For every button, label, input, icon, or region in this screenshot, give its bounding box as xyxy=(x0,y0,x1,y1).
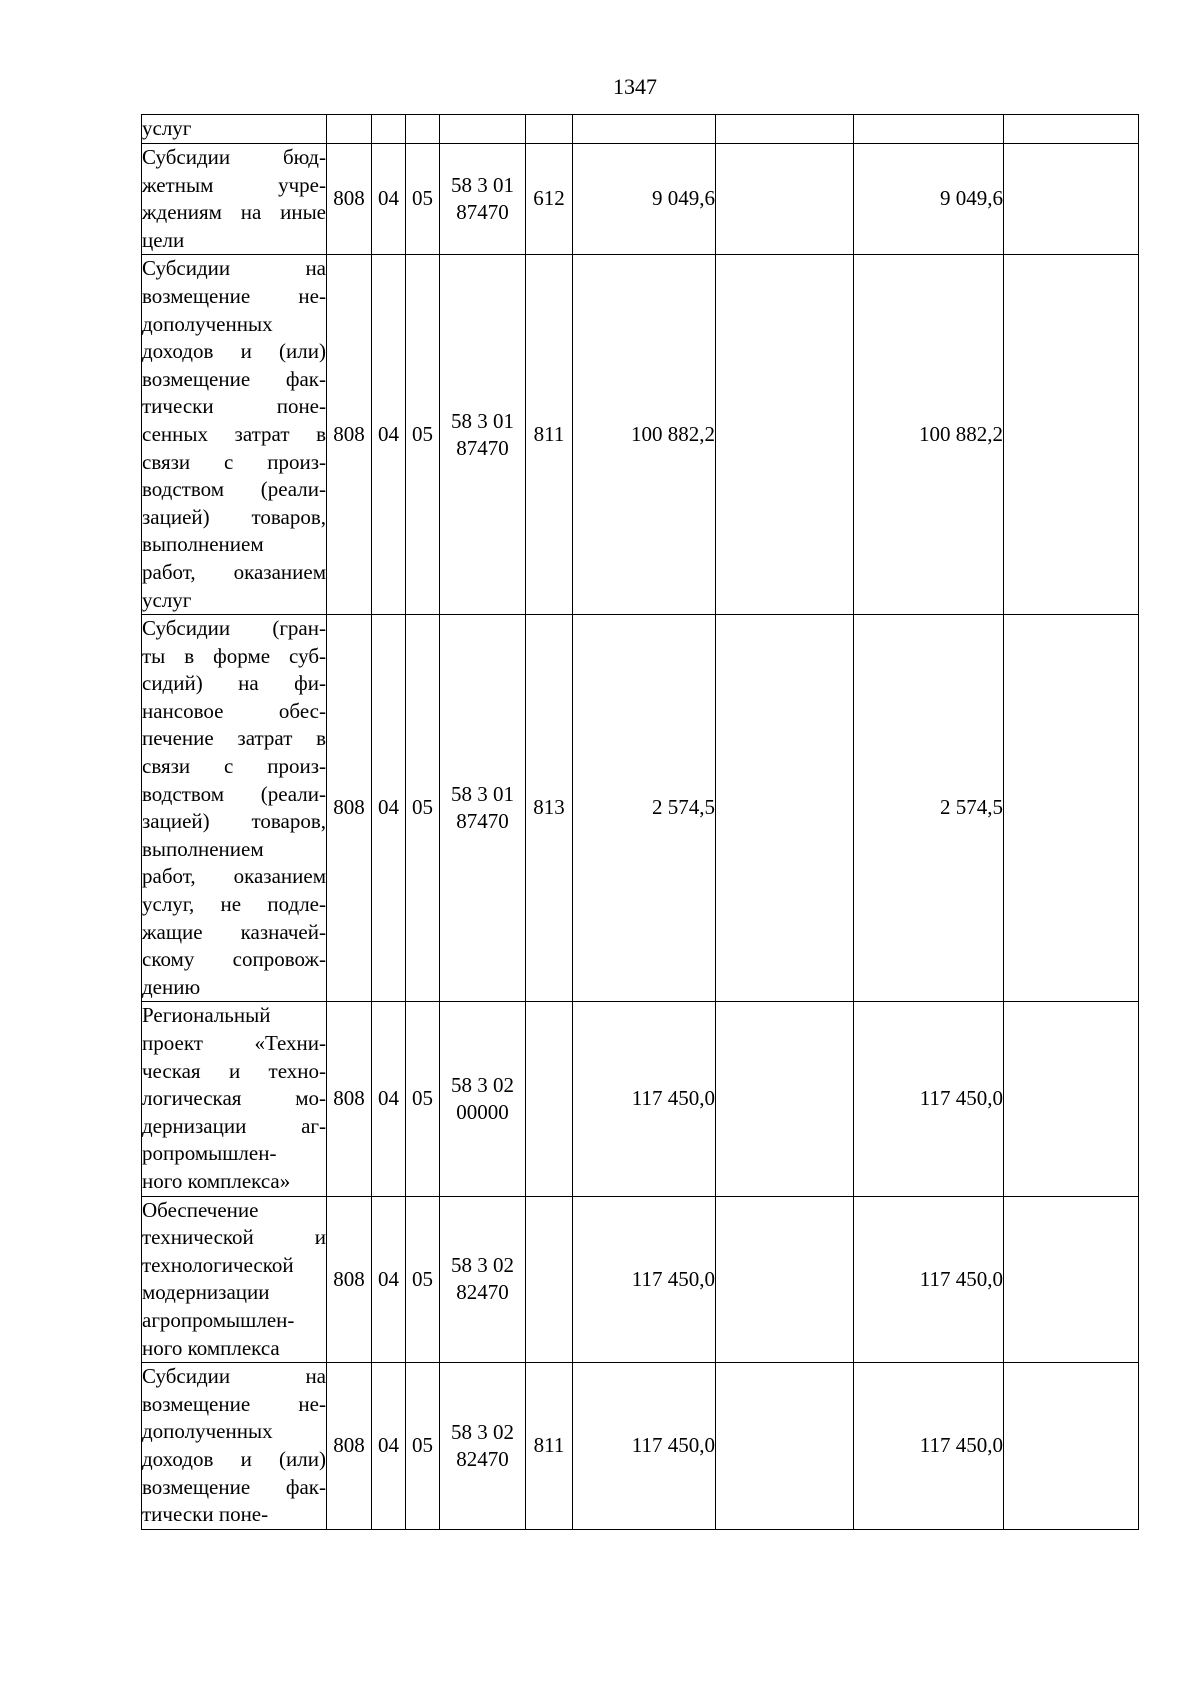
row-name-line: цели xyxy=(142,227,185,252)
row-name-line: возмещение не- xyxy=(142,1391,326,1416)
row-name-line: дению xyxy=(142,974,201,999)
subsection-code: 05 xyxy=(406,615,440,1002)
target-article-code-line: 00000 xyxy=(456,1099,509,1124)
row-name-line: Региональный xyxy=(142,1003,271,1028)
row-name-line: ждениям на иные xyxy=(142,200,326,225)
amount-column-b xyxy=(716,615,854,1002)
target-article-code-line: 58 3 02 xyxy=(451,1419,514,1444)
ved-code: 808 xyxy=(327,1363,372,1530)
section-code: 04 xyxy=(372,1002,406,1196)
amount-column-d xyxy=(1004,1363,1139,1530)
row-name-line: водством (реали- xyxy=(142,781,326,806)
section-code: 04 xyxy=(372,615,406,1002)
row-name-line: ропромышлен- xyxy=(142,1141,277,1166)
row-name-line: выполнением xyxy=(142,836,264,861)
row-name-line: Субсидии бюд- xyxy=(142,145,326,169)
row-name-line: возмещение не- xyxy=(142,283,326,308)
table-row xyxy=(142,115,1139,144)
amount-total: 9 049,6 xyxy=(573,144,716,255)
target-article-code xyxy=(440,1363,526,1530)
row-name-line: модернизации xyxy=(142,1280,270,1305)
target-article-code xyxy=(440,1002,526,1196)
row-name-line: выполнением xyxy=(142,532,264,557)
ved-code: 808 xyxy=(327,144,372,255)
row-name-line: ного комплекса» xyxy=(142,1168,291,1193)
row-name-line: водством (реали- xyxy=(142,477,326,502)
amount-total xyxy=(573,115,716,144)
table-row xyxy=(142,615,1139,1002)
row-name-line: ного комплекса xyxy=(142,1335,280,1360)
ved-code xyxy=(327,115,372,144)
section-code: 04 xyxy=(372,1196,406,1363)
row-name-line: агропромышлен- xyxy=(142,1307,295,1332)
row-name-line: связи с произ- xyxy=(142,754,326,779)
target-article-code-line: 58 3 01 xyxy=(451,408,514,433)
amount-column-b xyxy=(716,1002,854,1196)
table-row xyxy=(142,1002,1139,1196)
row-name-line: сидий) на фи- xyxy=(142,671,326,696)
target-article-code xyxy=(440,115,526,144)
row-name-line: возмещение фак- xyxy=(142,1474,326,1499)
ved-code: 808 xyxy=(327,255,372,615)
expense-type-code xyxy=(526,1196,573,1363)
row-name-line: ты в форме суб- xyxy=(142,643,326,668)
amount-column-c: 117 450,0 xyxy=(854,1002,1004,1196)
section-code: 04 xyxy=(372,144,406,255)
row-name xyxy=(142,255,327,615)
target-article-code xyxy=(440,255,526,615)
amount-column-c: 100 882,2 xyxy=(854,255,1004,615)
row-name-line: нансовое обес- xyxy=(142,698,326,723)
row-name-line: зацией) товаров, xyxy=(142,809,326,834)
row-name-line: Обеспечение xyxy=(142,1197,259,1222)
amount-total: 117 450,0 xyxy=(573,1002,716,1196)
ved-code: 808 xyxy=(327,1196,372,1363)
target-article-code-line: 87470 xyxy=(456,809,509,834)
row-name-line: технической и xyxy=(142,1225,326,1250)
row-name-line: доходов и (или) xyxy=(142,1446,326,1471)
row-name xyxy=(142,1363,327,1530)
expense-type-code xyxy=(526,1002,573,1196)
row-name-line: тически поне- xyxy=(142,1502,269,1527)
amount-column-c: 2 574,5 xyxy=(854,615,1004,1002)
subsection-code: 05 xyxy=(406,255,440,615)
subsection-code xyxy=(406,115,440,144)
row-name-line: возмещение фак- xyxy=(142,366,326,391)
row-name-line: работ, оказанием xyxy=(142,864,326,889)
row-name xyxy=(142,1196,327,1363)
amount-column-c: 117 450,0 xyxy=(854,1363,1004,1530)
target-article-code-line: 87470 xyxy=(456,200,509,225)
amount-column-d xyxy=(1004,615,1139,1002)
row-name-line: логическая мо- xyxy=(142,1086,326,1111)
target-article-code-line: 82470 xyxy=(456,1446,509,1471)
row-name-line: сенных затрат в xyxy=(142,421,326,446)
amount-column-d xyxy=(1004,115,1139,144)
row-name-line: жащие казначей- xyxy=(142,919,326,944)
row-name-line: ческая и техно- xyxy=(142,1058,326,1083)
amount-column-b xyxy=(716,115,854,144)
expense-type-code: 811 xyxy=(526,1363,573,1530)
row-name-line: доходов и (или) xyxy=(142,339,326,364)
row-name-line: печение затрат в xyxy=(142,726,326,751)
table-body xyxy=(142,115,1139,1530)
ved-code: 808 xyxy=(327,615,372,1002)
target-article-code xyxy=(440,1196,526,1363)
row-name xyxy=(142,1002,327,1196)
amount-column-b xyxy=(716,144,854,255)
expense-type-code: 612 xyxy=(526,144,573,255)
amount-total: 100 882,2 xyxy=(573,255,716,615)
table-row xyxy=(142,1196,1139,1363)
row-name-line: работ, оказанием xyxy=(142,559,326,584)
ved-code: 808 xyxy=(327,1002,372,1196)
row-name-line: технологической xyxy=(142,1252,294,1277)
row-name-line: скому сопровож- xyxy=(142,947,326,972)
target-article-code-line: 58 3 01 xyxy=(451,782,514,807)
target-article-code-line: 58 3 02 xyxy=(451,1253,514,1278)
target-article-code-line: 58 3 02 xyxy=(451,1072,514,1097)
target-article-code-line: 87470 xyxy=(456,435,509,460)
amount-column-c xyxy=(854,115,1004,144)
row-name-line: Субсидии на xyxy=(142,1364,326,1389)
page-number: 1347 xyxy=(613,74,657,99)
table-row xyxy=(142,144,1139,255)
amount-column-b xyxy=(716,255,854,615)
table-row xyxy=(142,255,1139,615)
row-name-line: услуг, не подле- xyxy=(142,892,326,917)
row-name xyxy=(142,115,327,144)
target-article-code-line: 58 3 01 xyxy=(451,173,514,198)
subsection-code: 05 xyxy=(406,1363,440,1530)
amount-total: 2 574,5 xyxy=(573,615,716,1002)
amount-column-c: 117 450,0 xyxy=(854,1196,1004,1363)
expense-type-code: 813 xyxy=(526,615,573,1002)
amount-column-d xyxy=(1004,1196,1139,1363)
row-name xyxy=(142,144,327,255)
amount-column-b xyxy=(716,1196,854,1363)
table-row xyxy=(142,1363,1139,1530)
row-name-line: дополученных xyxy=(142,311,273,336)
section-code: 04 xyxy=(372,1363,406,1530)
row-name-line: дернизации аг- xyxy=(142,1113,326,1138)
row-name-line: Субсидии на xyxy=(142,256,326,281)
subsection-code: 05 xyxy=(406,1196,440,1363)
row-name-line: услуг xyxy=(142,116,192,140)
amount-column-c: 9 049,6 xyxy=(854,144,1004,255)
amount-column-d xyxy=(1004,255,1139,615)
amount-total: 117 450,0 xyxy=(573,1196,716,1363)
expense-type-code: 811 xyxy=(526,255,573,615)
row-name-line: Субсидии (гран- xyxy=(142,616,326,641)
row-name-line: связи с произ- xyxy=(142,449,326,474)
section-code: 04 xyxy=(372,255,406,615)
row-name-line: проект «Техни- xyxy=(142,1031,326,1055)
target-article-code xyxy=(440,615,526,1002)
subsection-code: 05 xyxy=(406,1002,440,1196)
budget-table xyxy=(141,114,1139,1530)
row-name-line: тически поне- xyxy=(142,394,326,419)
row-name xyxy=(142,615,327,1002)
subsection-code: 05 xyxy=(406,144,440,255)
expense-type-code xyxy=(526,115,573,144)
amount-column-b xyxy=(716,1363,854,1530)
amount-column-d xyxy=(1004,1002,1139,1196)
amount-column-d xyxy=(1004,144,1139,255)
amount-total: 117 450,0 xyxy=(573,1363,716,1530)
row-name-line: услуг xyxy=(142,587,192,612)
section-code xyxy=(372,115,406,144)
target-article-code xyxy=(440,144,526,255)
row-name-line: дополученных xyxy=(142,1419,273,1444)
row-name-line: зацией) товаров, xyxy=(142,504,326,529)
row-name-line: жетным учре- xyxy=(142,172,326,197)
target-article-code-line: 82470 xyxy=(456,1280,509,1305)
